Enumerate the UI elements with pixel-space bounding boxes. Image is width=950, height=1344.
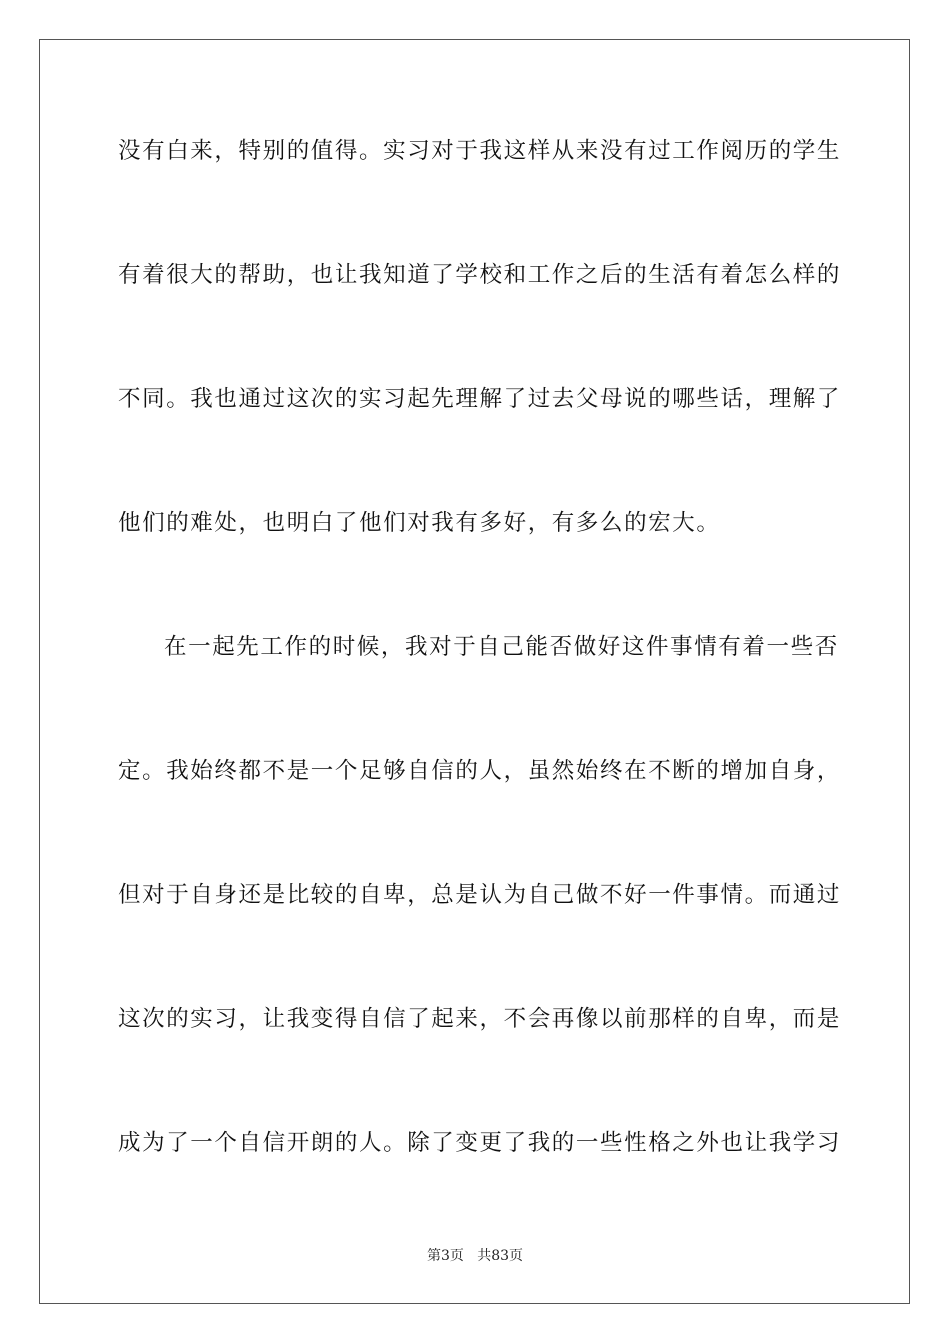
page-border (39, 39, 910, 1304)
paragraph-line: 有着很大的帮助，也让我知道了学校和工作之后的生活有着怎么样的 (118, 262, 842, 288)
paragraph-line-indented: 在一起先工作的时候，我对于自己能否做好这件事情有着一些否 (164, 634, 839, 660)
paragraph-line: 但对于自身还是比较的自卑，总是认为自己做不好一件事情。而通过 (118, 882, 842, 908)
paragraph-line: 不同。我也通过这次的实习起先理解了过去父母说的哪些话，理解了 (118, 386, 842, 412)
paragraph-line: 这次的实习，让我变得自信了起来，不会再像以前那样的自卑，而是 (118, 1006, 842, 1032)
paragraph-line: 他们的难处，也明白了他们对我有多好，有多么的宏大。 (118, 510, 721, 536)
page-number: 第3页 共83页 (426, 1248, 524, 1264)
paragraph-line: 成为了一个自信开朗的人。除了变更了我的一些性格之外也让我学习 (118, 1130, 842, 1156)
paragraph-line: 定。我始终都不是一个足够自信的人，虽然始终在不断的增加自身， (118, 758, 842, 784)
paragraph-line: 没有白来，特别的值得。实习对于我这样从来没有过工作阅历的学生 (118, 138, 842, 164)
